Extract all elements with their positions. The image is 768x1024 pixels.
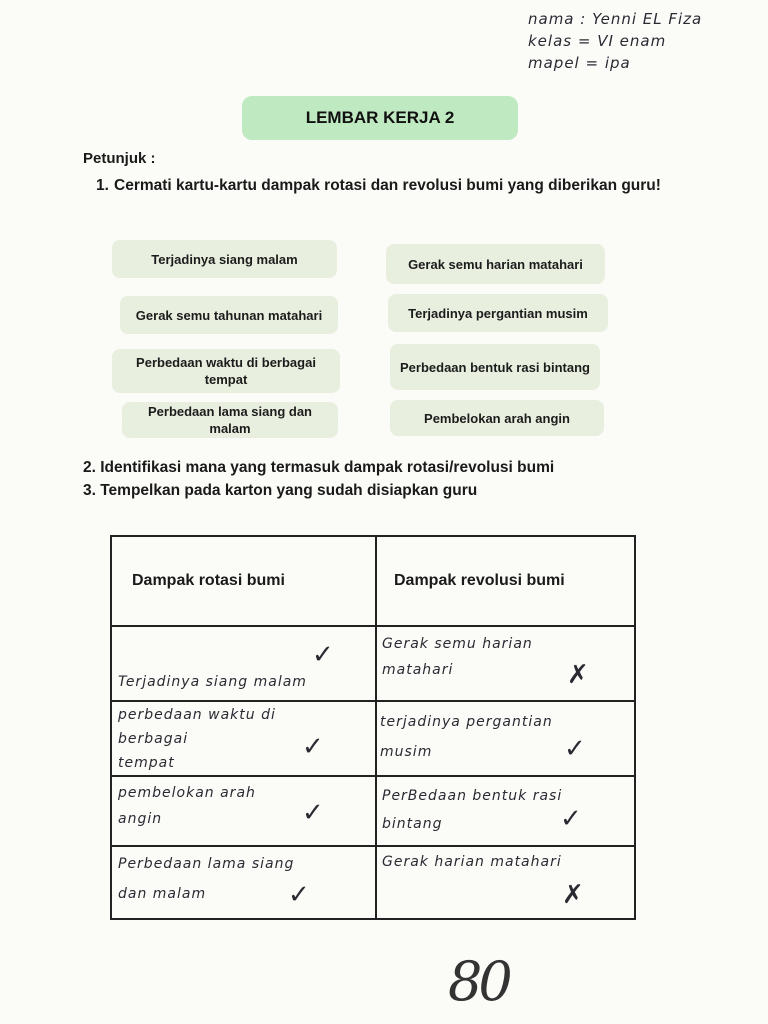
check-mark: ✓ [302,797,324,827]
cell-rotasi-3: pembelokan arah angin [118,785,256,827]
table-header-divider [112,625,634,627]
header-revolusi: Dampak revolusi bumi [394,572,565,589]
title-banner [242,96,518,140]
check-mark: ✓ [302,731,324,761]
card-gerak-semu-tahunan: Gerak semu tahunan matahari [120,296,338,334]
check-mark: ✓ [288,879,310,909]
card-pembelokan-angin: Pembelokan arah angin [390,400,604,436]
results-table [110,535,636,920]
instruction-step-2: 2. Identifikasi mana yang termasuk dampak rotasi/revolusi bumi [83,459,555,476]
card-perbedaan-rasi: Perbedaan bentuk rasi bintang [390,344,600,390]
student-subject: mapel = ipa [528,54,631,72]
score: 80 [448,950,509,1013]
instruction-step-3: 3. Tempelkan pada karton yang sudah disiapkan guru [83,482,478,499]
table-row-divider [112,845,634,847]
cross-mark: ✗ [562,879,584,909]
cell-revolusi-2: terjadinya pergantian musim [380,714,553,760]
cell-revolusi-3: PerBedaan bentuk rasi bintang [382,788,563,832]
step-1-text: Cermati kartu-kartu dampak rotasi dan revolusi bumi yang diberikan guru! [114,177,661,194]
table-column-divider [375,537,377,918]
card-perbedaan-waktu: Perbedaan waktu di berbagai tempat [112,349,340,393]
card-gerak-semu-harian: Gerak semu harian matahari [386,244,605,284]
student-info [528,8,763,74]
card-terjadinya-siang-malam: Terjadinya siang malam [112,240,337,278]
card-pergantian-musim: Terjadinya pergantian musim [388,294,608,332]
cell-rotasi-4: Perbedaan lama siang dan malam [118,856,295,902]
card-perbedaan-lama-siang: Perbedaan lama siang dan malam [122,402,338,438]
cell-revolusi-4: Gerak harian matahari [382,854,562,870]
cell-rotasi-1: Terjadinya siang malam [118,674,307,690]
student-class: kelas = VI enam [528,32,667,50]
student-name: nama : Yenni EL Fiza [528,10,703,28]
header-rotasi: Dampak rotasi bumi [132,572,285,589]
table-row-divider [112,700,634,702]
worksheet-title: LEMBAR KERJA 2 [305,108,455,127]
cards-panel [108,232,611,437]
cell-revolusi-1: Gerak semu harian matahari [382,636,533,678]
check-mark: ✓ [564,733,586,763]
cell-rotasi-2: perbedaan waktu di berbagai tempat [118,707,276,771]
cross-mark: ✗ [567,659,589,689]
step-1-number: 1. [96,177,109,194]
check-mark: ✓ [312,639,334,669]
table-row-divider [112,775,634,777]
instructions-heading: Petunjuk : [83,150,156,167]
check-mark: ✓ [560,803,582,833]
